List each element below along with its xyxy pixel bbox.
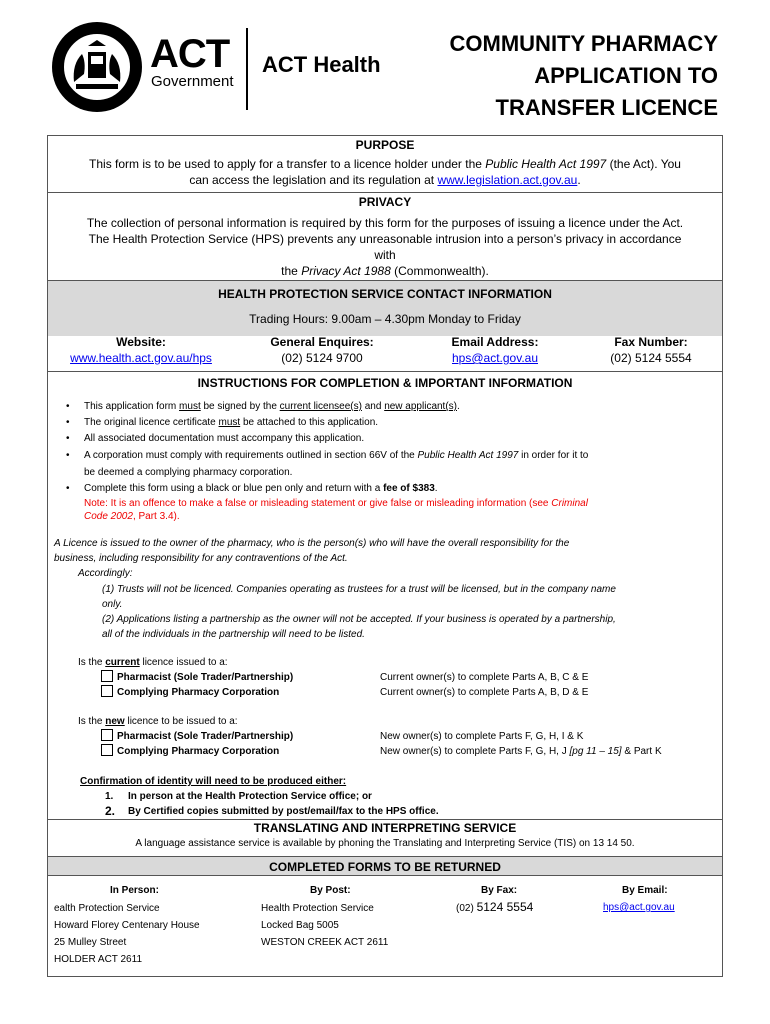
new-corporation-note [380, 744, 662, 759]
instruction-text: . [434, 483, 438, 494]
identity-item: In person at the Health Protection Service office; or [128, 791, 372, 802]
address-line: HOLDER ACT 2611 [54, 954, 143, 965]
current-pharmacist-note: Current owner(s) to complete Parts A, B, C & E [380, 672, 589, 683]
instruction-text: and [361, 401, 385, 412]
address-line: 25 Mulley Street [54, 937, 127, 948]
instruction-text: . [457, 401, 460, 412]
fax-label: Fax Number: [614, 335, 688, 349]
purpose-heading: PURPOSE [355, 138, 415, 152]
post-label: By Post: [310, 885, 351, 896]
contact-email [410, 334, 580, 366]
current-corporation-note: Current owner(s) to complete Parts A, B, D & E [380, 687, 589, 698]
privacy-line: with [374, 248, 396, 262]
purpose-text-part: can access the legislation and its regulation at [189, 173, 438, 187]
question-emphasis: current [105, 657, 140, 668]
offence-note [84, 497, 722, 523]
privacy-line: The collection of personal information is required by this form for the purposes of issuing a licence under the Act. [86, 216, 684, 230]
instruction-text: The original licence certificate [84, 417, 219, 428]
contact-section [48, 280, 722, 336]
licence-info-line: Accordingly: [78, 568, 133, 579]
email-label: Email Address: [451, 335, 539, 349]
instruction-text: A corporation must comply with requirements outlined in section 66V of the [84, 450, 418, 461]
instruction-emphasis: new applicant(s) [384, 401, 457, 412]
fax-digits: 5124 5554 [476, 900, 534, 914]
form-title-line: COMMUNITY PHARMACY [449, 31, 718, 56]
note-text: New owner(s) to complete Parts F, G, H, J [380, 746, 570, 757]
list-item [48, 481, 722, 523]
new-licence-question [78, 714, 238, 729]
enquiries-phone: (02) 5124 9700 [281, 351, 363, 365]
identity-item-number: 1. [105, 791, 114, 802]
address-line: WESTON CREEK ACT 2611 [261, 937, 389, 948]
privacy-text [48, 215, 722, 279]
government-logo-text: Government [151, 73, 234, 90]
option-label: Complying Pharmacy Corporation [117, 746, 280, 757]
fax-prefix: (02) [456, 903, 477, 914]
instruction-text: be signed by the [200, 401, 280, 412]
privacy-line [48, 263, 722, 279]
contact-fax [580, 334, 722, 366]
question-emphasis: new [105, 716, 125, 727]
returned-heading-bar [48, 856, 722, 876]
instruction-emphasis: must [218, 417, 241, 428]
instruction-text: Complete this form using a black or blue pen only and return with a [84, 483, 384, 494]
act-health-logo-text: ACT Health [262, 52, 381, 77]
form-title [400, 28, 718, 124]
email-return [603, 900, 675, 915]
act-coat-of-arms-logo [52, 22, 142, 112]
note-code-name: Criminal [551, 498, 588, 509]
in-person-label: In Person: [110, 885, 159, 896]
note-code-name: Code 2002 [84, 511, 133, 522]
licence-info-line: A Licence is issued to the owner of the pharmacy, who is the person(s) who will have the overall responsibility for the [54, 538, 570, 549]
enquiries-label: General Enquires: [270, 335, 374, 349]
post-address [261, 900, 388, 951]
contact-enquiries [234, 334, 410, 366]
in-person-address [54, 900, 200, 968]
list-item [48, 415, 722, 431]
address-line: ealth Protection Service [54, 903, 160, 914]
instruction-act-name: Public Health Act 1997 [417, 450, 519, 461]
list-item [48, 447, 722, 481]
instruction-text: be deemed a complying pharmacy corporation. [84, 467, 293, 478]
question-text: licence issued to a: [139, 657, 228, 668]
fax-return-label: By Fax: [481, 885, 518, 896]
option-label: Pharmacist (Sole Trader/Partnership) [117, 672, 294, 683]
website-link[interactable]: www.health.act.gov.au/hps [70, 351, 212, 365]
divider [48, 371, 722, 372]
note-text: , Part 3.4). [132, 511, 180, 522]
contact-heading: HEALTH PROTECTION SERVICE CONTACT INFORMATION [218, 287, 552, 301]
instructions-heading: INSTRUCTIONS FOR COMPLETION & IMPORTANT INFORMATION [197, 376, 573, 390]
current-pharmacist-option[interactable] [101, 670, 293, 685]
fax-number: (02) 5124 5554 [610, 351, 692, 365]
privacy-heading: PRIVACY [358, 195, 412, 209]
trading-hours: Trading Hours: 9.00am – 4.30pm Monday to Friday [249, 312, 521, 326]
fee-amount: fee of $383 [383, 483, 435, 494]
website-label: Website: [116, 335, 166, 349]
email-link[interactable]: hps@act.gov.au [451, 351, 538, 365]
privacy-act-name: Privacy Act 1988 [301, 264, 391, 278]
address-line: Locked Bag 5005 [261, 920, 339, 931]
new-pharmacist-note: New owner(s) to complete Parts F, G, H, I & K [380, 731, 584, 742]
form-title-line: TRANSFER LICENCE [495, 95, 718, 120]
purpose-text-part: . [577, 173, 581, 187]
option-label: Complying Pharmacy Corporation [117, 687, 280, 698]
divider [48, 819, 722, 820]
current-corporation-option[interactable] [101, 685, 279, 700]
form-title-line: APPLICATION TO [534, 63, 718, 88]
translating-text: A language assistance service is available by phoning the Translating and Interpreting Service (TIS) on 13 14 50. [135, 838, 635, 849]
purpose-act-name: Public Health Act 1997 [485, 157, 607, 171]
licence-info-line: all of the individuals in the partnership will need to be listed. [102, 629, 365, 640]
new-corporation-option[interactable] [101, 744, 279, 759]
instruction-emphasis: must [179, 401, 201, 412]
checkbox[interactable] [101, 729, 113, 741]
address-line: Howard Florey Centenary House [54, 920, 200, 931]
instruction-text: This application form [84, 401, 180, 412]
divider [48, 192, 722, 193]
fax-return-number [456, 900, 533, 916]
licence-info [54, 536, 718, 642]
page-header [0, 0, 770, 135]
contact-website [48, 334, 234, 366]
licence-info-line: business, including responsibility for any contraventions of the Act. [54, 553, 348, 564]
identity-heading: Confirmation of identity will need to be produced either: [80, 776, 347, 787]
instruction-emphasis: current licensee(s) [279, 401, 362, 412]
act-logo-text: ACT [150, 32, 230, 76]
privacy-text-part: the [281, 264, 302, 278]
note-text: Note: It is an offence to make a false or misleading statement or give false or misleading information (see [84, 498, 552, 509]
licence-info-line: only. [102, 599, 123, 610]
identity-item: By Certified copies submitted by post/email/fax to the HPS office. [128, 806, 439, 817]
checkbox[interactable] [101, 670, 113, 682]
email-return-label: By Email: [622, 885, 668, 896]
purpose-text [48, 156, 722, 188]
list-item: • All associated documentation must accompany this application. [48, 431, 722, 447]
question-text: licence to be issued to a: [124, 716, 238, 727]
list-item [48, 399, 722, 415]
form-body [47, 135, 723, 977]
note-text: & Part K [621, 746, 662, 757]
question-text: Is the [78, 716, 106, 727]
returned-heading: COMPLETED FORMS TO BE RETURNED [269, 860, 501, 874]
option-label: Pharmacist (Sole Trader/Partnership) [117, 731, 294, 742]
instructions-list [48, 399, 722, 523]
current-licence-question [78, 655, 228, 670]
privacy-text-part: (Commonwealth). [390, 264, 489, 278]
new-pharmacist-option[interactable] [101, 729, 293, 744]
translating-heading: TRANSLATING AND INTERPRETING SERVICE [253, 821, 517, 835]
privacy-line: The Health Protection Service (HPS) prevents any unreasonable intrusion into a person’s privacy in accordance [88, 232, 682, 246]
purpose-text-part: (the Act). You [606, 157, 681, 171]
checkbox[interactable] [101, 744, 113, 756]
legislation-link[interactable]: www.legislation.act.gov.au [437, 173, 578, 187]
logo-divider [246, 28, 248, 110]
page-reference: [pg 11 – 15] [569, 746, 622, 757]
coat-of-arms-icon [64, 34, 130, 100]
purpose-text-part: This form is to be used to apply for a transfer to a licence holder under the [89, 157, 486, 171]
licence-info-line: (2) Applications listing a partnership as the owner will not be accepted. If your business is operated by a partnership, [102, 614, 616, 625]
question-text: Is the [78, 657, 106, 668]
email-return-link[interactable]: hps@act.gov.au [603, 902, 675, 913]
identity-item-number: 2. [105, 804, 116, 818]
address-line: Health Protection Service [261, 903, 374, 914]
licence-info-line: (1) Trusts will not be licenced. Companies operating as trustees for a trust will be licensed, but in the company name [102, 584, 616, 595]
instruction-text: in order for it to [518, 450, 589, 461]
instruction-text: be attached to this application. [240, 417, 379, 428]
checkbox[interactable] [101, 685, 113, 697]
